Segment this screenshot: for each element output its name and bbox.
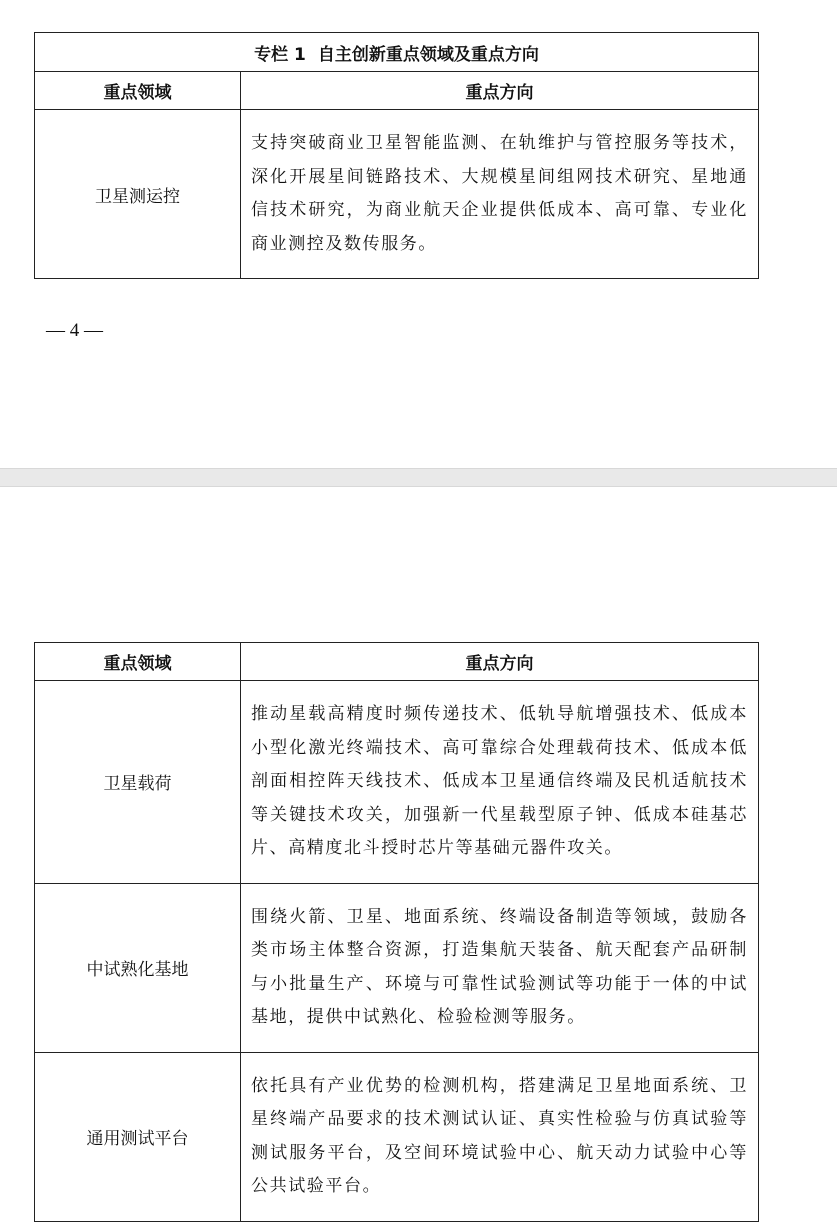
row-field: 中试熟化基地: [35, 883, 241, 1052]
header-key-field: 重点领域: [35, 643, 241, 681]
row-direction: 支持突破商业卫星智能监测、在轨维护与管控服务等技术，深化开展星间链路技术、大规模星间组网技术研究、星地通信技术研究，为商业航天企业提供低成本、高可靠、专业化商业测控及数传服务。: [241, 110, 759, 279]
table-title-number: 专栏 1: [254, 44, 306, 65]
table-row: [35, 1052, 759, 1221]
table-title-text: 自主创新重点领域及重点方向: [317, 44, 539, 65]
row-direction: 围绕火箭、卫星、地面系统、终端设备制造等领域，鼓励各类市场主体整合资源，打造集航天装备、航天配套产品研制与小批量生产、环境与可靠性试验测试等功能于一体的中试基地，提供中试熟化、检验检测等服务。: [241, 883, 759, 1052]
header-key-direction: 重点方向: [241, 72, 759, 110]
key-areas-table-part-2: [34, 642, 759, 1222]
table-title-row: [35, 33, 759, 72]
page-number: — 4 —: [46, 320, 103, 341]
row-direction: 依托具有产业优势的检测机构，搭建满足卫星地面系统、卫星终端产品要求的技术测试认证、真实性检验与仿真试验等测试服务平台，及空间环境试验中心、航天动力试验中心等公共试验平台。: [241, 1052, 759, 1221]
header-key-direction: 重点方向: [241, 643, 759, 681]
row-field: 卫星测运控: [35, 110, 241, 279]
page-separator: [0, 468, 837, 487]
row-field: 通用测试平台: [35, 1052, 241, 1221]
header-key-field: 重点领域: [35, 72, 241, 110]
table-header-row: [35, 72, 759, 110]
key-areas-table-part-1: [34, 32, 759, 279]
table-row: [35, 110, 759, 279]
table-title: [35, 33, 759, 72]
table-row: [35, 681, 759, 884]
table-header-row: [35, 643, 759, 681]
document-page-1: [0, 0, 837, 468]
row-direction: 推动星载高精度时频传递技术、低轨导航增强技术、低成本小型化激光终端技术、高可靠综合处理载荷技术、低成本低剖面相控阵天线技术、低成本卫星通信终端及民机适航技术等关键技术攻关，加强新一代星载型原子钟、低成本硅基芯片、高精度北斗授时芯片等基础元器件攻关。: [241, 681, 759, 884]
document-page-2: [0, 487, 837, 1194]
row-field: 卫星载荷: [35, 681, 241, 884]
table-row: [35, 883, 759, 1052]
